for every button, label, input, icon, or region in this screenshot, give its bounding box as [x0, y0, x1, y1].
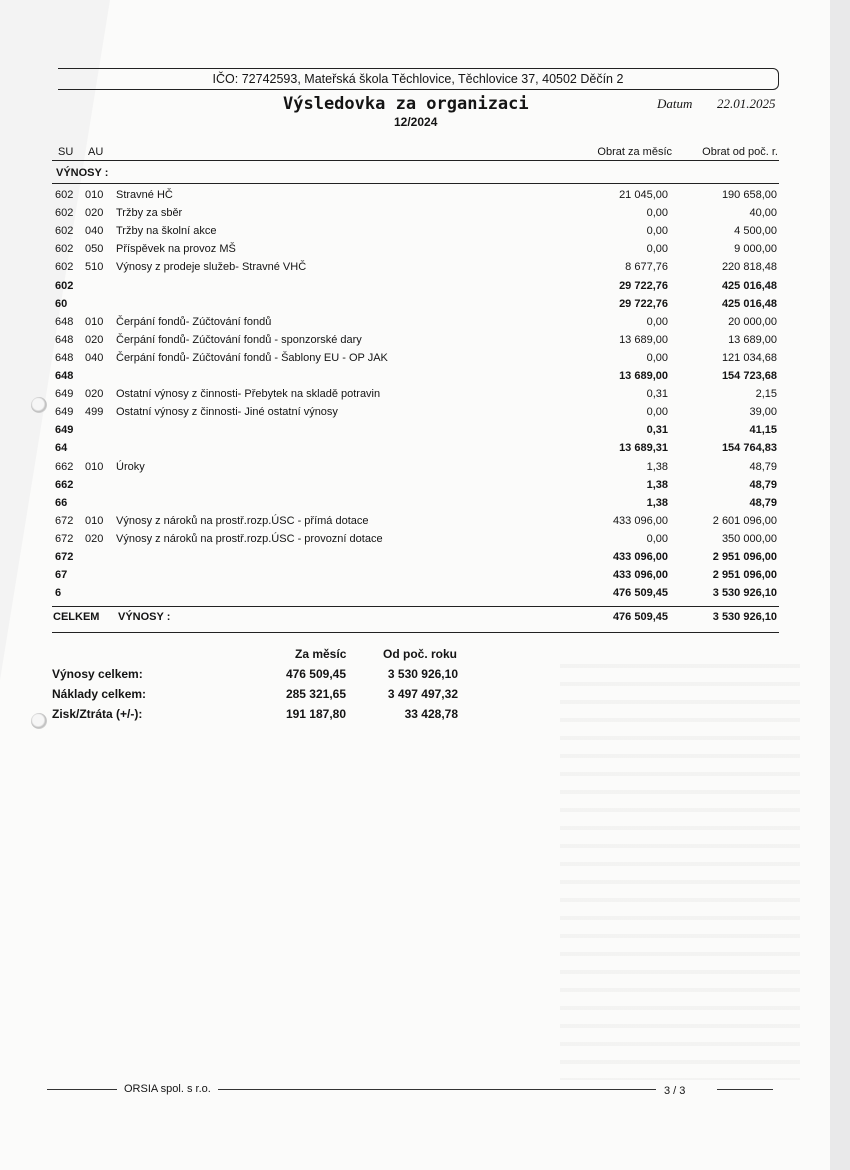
account-name: Výnosy z nároků na prostř.rozp.ÚSC - provozní dotace — [116, 532, 383, 545]
account-name: Stravné HČ — [116, 189, 173, 201]
amount-ytd: 425 016,48 — [721, 297, 777, 310]
account-su: 672 — [55, 532, 74, 545]
punch-hole-top — [31, 397, 47, 413]
account-su: 649 — [55, 424, 74, 437]
account-name: Ostatní výnosy z činnosti- Přebytek na skladě potravin — [116, 388, 381, 401]
amount-ytd: 220 818,48 — [721, 261, 777, 274]
amount-month: 433 096,00 — [612, 569, 668, 582]
amount-ytd: 41,15 — [749, 424, 777, 437]
account-su: 64 — [55, 442, 68, 455]
account-su: 60 — [55, 297, 68, 310]
amount-ytd: 13 689,00 — [728, 333, 777, 346]
amount-month: 433 096,00 — [612, 551, 668, 563]
account-au: 010 — [85, 460, 104, 473]
amount-ytd: 2 951 096,00 — [712, 569, 777, 582]
amount-ytd: 350 000,00 — [721, 532, 777, 545]
account-name: Výnosy z prodeje služeb- Stravné VHČ — [116, 261, 307, 274]
table-row — [0, 533, 830, 551]
account-su: 66 — [55, 496, 68, 509]
account-su: 648 — [55, 351, 74, 364]
account-su: 602 — [55, 243, 74, 256]
amount-month: 0,31 — [646, 388, 668, 401]
amount-month: 0,00 — [646, 225, 668, 238]
summary-header-month: Za měsíc — [295, 647, 347, 661]
account-au: 020 — [85, 532, 104, 545]
amount-ytd: 2,15 — [755, 388, 777, 401]
account-su: 602 — [55, 207, 74, 220]
account-su: 6 — [55, 587, 62, 600]
account-au: 510 — [85, 261, 104, 274]
summary-month: 191 187,80 — [285, 707, 346, 721]
amount-month: 476 509,45 — [612, 587, 668, 600]
account-name: Ostatní výnosy z činnosti- Jiné ostatní výnosy — [116, 406, 338, 419]
summary-header-ytd: Od poč. roku — [383, 647, 458, 661]
account-name: Tržby na školní akce — [116, 225, 217, 238]
summary-month: 285 321,65 — [285, 687, 346, 701]
table-row — [0, 388, 830, 406]
date-value: 22.01.2025 — [717, 96, 776, 111]
column-header-ytd: Obrat od poč. r. — [702, 146, 778, 158]
subtotal-row — [0, 370, 830, 388]
column-header-au: AU — [88, 146, 104, 158]
amount-ytd: 2 951 096,00 — [712, 551, 777, 563]
table-row — [0, 316, 830, 334]
account-name: Úroky — [116, 460, 145, 473]
account-au: 499 — [85, 406, 104, 419]
amount-month: 1,38 — [646, 478, 668, 491]
total-divider-bottom — [52, 632, 779, 633]
account-su: 662 — [55, 478, 74, 491]
summary-month: 476 509,45 — [285, 667, 346, 681]
subtotal-row — [0, 551, 830, 569]
amount-month: 13 689,31 — [619, 442, 668, 455]
amount-month: 13 689,00 — [619, 370, 668, 382]
account-name: Čerpání fondů- Zúčtování fondů - Šablony EU - OP JAK — [116, 351, 388, 364]
subtotal-row — [0, 424, 830, 442]
account-su: 648 — [55, 333, 74, 346]
amount-ytd: 2 601 096,00 — [712, 514, 777, 527]
summary-ytd: 3 497 497,32 — [387, 687, 458, 701]
amount-month: 0,00 — [646, 351, 668, 364]
account-au: 020 — [85, 388, 104, 401]
amount-month: 0,00 — [646, 315, 668, 328]
footer-company: ORSIA spol. s r.o. — [124, 1083, 211, 1095]
amount-month: 1,38 — [646, 496, 668, 509]
table-row — [0, 261, 830, 279]
subtotal-row — [0, 280, 830, 298]
table-row — [0, 515, 830, 533]
amount-month: 1,38 — [646, 460, 668, 473]
amount-ytd: 121 034,68 — [721, 351, 777, 364]
account-su: 67 — [55, 569, 68, 582]
account-su: 602 — [55, 279, 74, 292]
account-name: Výnosy z nároků na prostř.rozp.ÚSC - přímá dotace — [116, 514, 369, 527]
summary-label: Výnosy celkem: — [52, 667, 143, 681]
subtotal-row — [0, 497, 830, 515]
amount-ytd: 425 016,48 — [721, 279, 777, 292]
summary-label: Náklady celkem: — [52, 687, 147, 701]
subtotal-row — [0, 479, 830, 497]
table-row — [0, 461, 830, 479]
amount-ytd: 39,00 — [749, 406, 777, 419]
footer-line-middle — [218, 1089, 656, 1090]
account-su: 672 — [55, 551, 74, 563]
subtotal-row — [0, 587, 830, 605]
account-name: Příspěvek na provoz MŠ — [116, 243, 236, 256]
account-name: Čerpání fondů- Zúčtování fondů - sponzorské dary — [116, 333, 362, 346]
total-section: VÝNOSY : — [118, 611, 171, 623]
document-period: 12/2024 — [394, 115, 438, 129]
account-su: 672 — [55, 514, 74, 527]
organization-header: IČO: 72742593, Mateřská škola Těchlovice, Těchlovice 37, 40502 Děčín 2 — [58, 68, 779, 90]
document-title: Výsledovka za organizaci — [283, 94, 529, 114]
account-au: 050 — [85, 243, 104, 256]
amount-month: 0,31 — [646, 424, 668, 437]
account-su: 602 — [55, 261, 74, 274]
amount-ytd: 154 723,68 — [721, 370, 777, 382]
table-row — [0, 243, 830, 261]
account-su: 648 — [55, 315, 74, 328]
amount-month: 0,00 — [646, 243, 668, 256]
summary-ytd: 33 428,78 — [404, 707, 458, 721]
total-label: CELKEM — [53, 611, 100, 623]
amount-ytd: 3 530 926,10 — [712, 587, 777, 600]
account-su: 648 — [55, 370, 74, 382]
amount-ytd: 4 500,00 — [734, 225, 777, 238]
account-su: 602 — [55, 189, 74, 201]
summary-ytd: 3 530 926,10 — [387, 667, 458, 681]
amount-ytd: 190 658,00 — [721, 189, 777, 201]
account-au: 020 — [85, 333, 104, 346]
amount-ytd: 20 000,00 — [728, 315, 777, 328]
table-row — [0, 406, 830, 424]
table-row — [0, 352, 830, 370]
bleed-through-shadow — [560, 650, 800, 1080]
footer-line-right — [717, 1089, 773, 1090]
account-su: 662 — [55, 460, 74, 473]
total-month: 476 509,45 — [612, 611, 668, 623]
amount-ytd: 9 000,00 — [734, 243, 777, 256]
account-su: 602 — [55, 225, 74, 238]
amount-ytd: 154 764,83 — [721, 442, 777, 455]
column-header-month: Obrat za měsíc — [597, 146, 672, 158]
account-au: 040 — [85, 351, 104, 364]
amount-ytd: 48,79 — [749, 478, 777, 491]
account-su: 649 — [55, 388, 74, 401]
amount-month: 8 677,76 — [625, 261, 668, 274]
amount-month: 29 722,76 — [619, 297, 668, 310]
header-divider — [52, 160, 779, 161]
amount-ytd: 48,79 — [749, 460, 777, 473]
account-au: 010 — [85, 315, 104, 328]
footer-line-left — [47, 1089, 117, 1090]
table-row — [0, 225, 830, 243]
section-label-revenues: VÝNOSY : — [56, 167, 109, 179]
amount-month: 433 096,00 — [612, 514, 668, 527]
column-header-su: SU — [58, 146, 74, 158]
table-row — [0, 334, 830, 352]
punch-hole-bottom — [31, 713, 47, 729]
account-au: 040 — [85, 225, 104, 238]
account-au: 010 — [85, 189, 104, 201]
total-ytd: 3 530 926,10 — [712, 611, 777, 623]
amount-ytd: 40,00 — [749, 207, 777, 220]
page-number: 3 / 3 — [664, 1085, 686, 1097]
section-divider — [52, 183, 779, 184]
amount-month: 0,00 — [646, 406, 668, 419]
amount-month: 29 722,76 — [619, 279, 668, 292]
subtotal-row — [0, 569, 830, 587]
amount-month: 21 045,00 — [619, 189, 668, 201]
date-label: Datum — [657, 96, 693, 111]
amount-month: 0,00 — [646, 532, 668, 545]
account-au: 010 — [85, 514, 104, 527]
amount-month: 0,00 — [646, 207, 668, 220]
summary-label: Zisk/Ztráta (+/-): — [52, 707, 143, 721]
table-row — [0, 189, 830, 207]
amount-ytd: 48,79 — [749, 496, 777, 509]
account-su: 649 — [55, 406, 74, 419]
amount-month: 13 689,00 — [619, 333, 668, 346]
account-name: Tržby za sběr — [116, 207, 183, 220]
account-name: Čerpání fondů- Zúčtování fondů — [116, 315, 272, 328]
total-divider-top — [52, 606, 779, 607]
subtotal-row — [0, 298, 830, 316]
subtotal-row — [0, 442, 830, 460]
account-au: 020 — [85, 207, 104, 220]
table-row — [0, 207, 830, 225]
